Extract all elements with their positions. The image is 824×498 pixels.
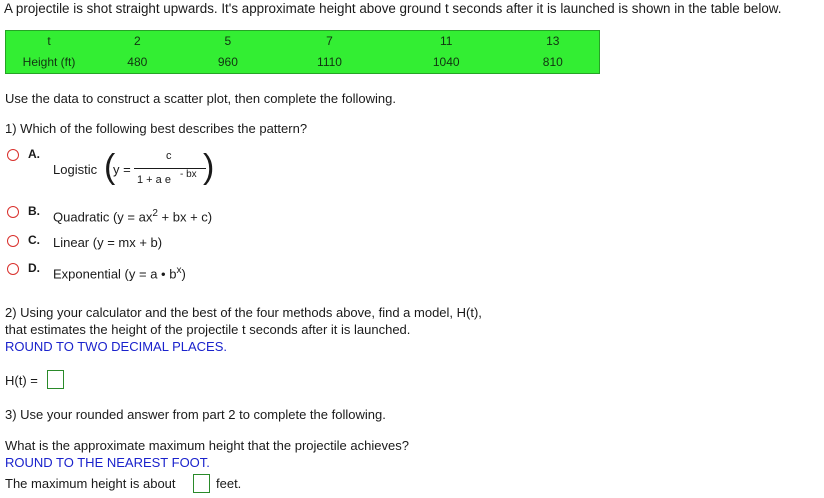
option-c-letter: C. xyxy=(28,233,40,247)
close-paren: ) xyxy=(203,148,215,186)
option-b-radio[interactable] xyxy=(7,206,19,218)
option-a-label: Logistic xyxy=(53,162,98,177)
max-height-input[interactable] xyxy=(193,474,210,493)
question-2-round-note: ROUND TO TWO DECIMAL PLACES. xyxy=(5,339,228,354)
max-height-suffix: feet. xyxy=(216,476,242,491)
question-1-prompt: 1) Which of the following best describes the pattern? xyxy=(5,121,308,136)
table-cell: 5 xyxy=(224,34,232,48)
table-cell: 2 xyxy=(133,34,141,48)
model-answer-input[interactable] xyxy=(47,370,64,389)
option-b-label: Quadratic ($y = ax^2$ + bx + c) xyxy=(53,208,213,225)
table-cell: 1040 xyxy=(432,55,460,69)
table-cell: 480 xyxy=(127,55,148,69)
option-d-label: Exponential (y = a • $b^x$) xyxy=(53,265,186,282)
formula-numerator: c xyxy=(166,150,172,162)
option-d-letter: D. xyxy=(28,261,40,275)
table-cell: 13 xyxy=(546,34,560,48)
table-cell: 11 xyxy=(440,34,453,48)
table-header-t: t xyxy=(47,34,51,48)
table-row-t xyxy=(6,31,600,53)
table-cell: 810 xyxy=(542,55,563,69)
table-cell: 1110 xyxy=(317,55,342,69)
question-2-line2: that estimates the height of the projectile t seconds after it is launched. xyxy=(5,322,411,337)
question-3-round-note: ROUND TO THE NEAREST FOOT. xyxy=(5,455,210,470)
option-c-label: Linear (y = mx + b) xyxy=(53,235,163,250)
option-a-letter: A. xyxy=(28,147,40,161)
option-d-radio[interactable] xyxy=(7,263,19,275)
option-b-letter: B. xyxy=(28,204,40,218)
question-2-line1: 2) Using your calculator and the best of the four methods above, find a model, H(t), xyxy=(5,305,482,320)
option-a-radio[interactable] xyxy=(7,149,19,161)
question-3-text: What is the approximate maximum height that the projectile achieves? xyxy=(5,438,409,453)
data-table xyxy=(5,30,600,74)
instruction-text: Use the data to construct a scatter plot, then complete the following. xyxy=(5,91,396,106)
table-cell: 960 xyxy=(217,55,238,69)
problem-intro: A projectile is shot straight upwards. It's approximate height above ground t seconds after it is launched is shown in the table below. xyxy=(4,1,782,16)
formula-y-equals: y = xyxy=(113,162,131,177)
max-height-prefix: The maximum height is about xyxy=(5,476,176,491)
question-3-prompt: 3) Use your rounded answer from part 2 to complete the following. xyxy=(5,407,386,422)
model-answer-label: H(t) = xyxy=(5,373,38,388)
open-paren: ( xyxy=(104,148,116,186)
option-c-radio[interactable] xyxy=(7,235,19,247)
table-header-height: Height (ft) xyxy=(22,55,76,69)
table-row-height xyxy=(6,52,600,74)
formula-denominator: 1 + a e xyxy=(137,174,171,186)
table-cell: 7 xyxy=(326,34,333,48)
formula-exponent: - bx xyxy=(180,169,197,180)
